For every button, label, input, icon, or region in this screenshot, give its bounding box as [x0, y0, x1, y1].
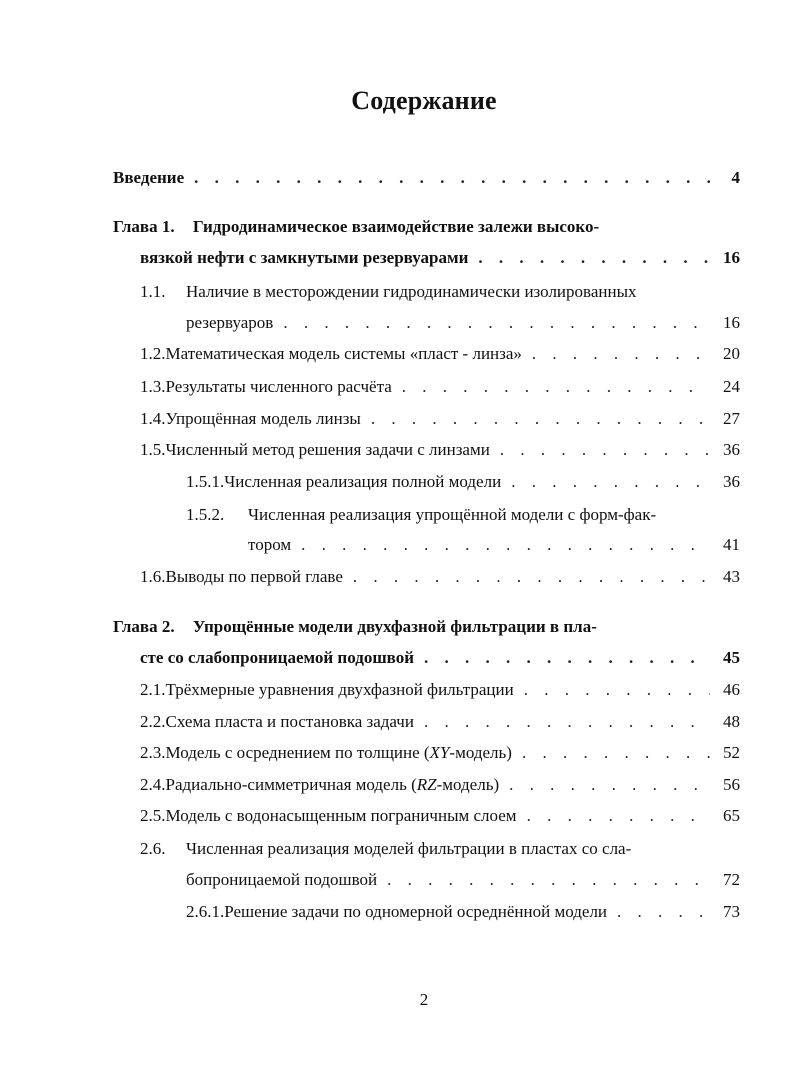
section-title: Модель с водонасыщенным пограничным слоем — [165, 806, 517, 825]
toc-page-number: 73 — [723, 902, 740, 921]
section-number: 2.6.1. — [186, 902, 225, 921]
section-title-line-1: Наличие в месторождении гидродинамически изолированных — [186, 282, 637, 301]
dot-leader — [424, 648, 710, 668]
toc-entry-2-5 — [140, 806, 740, 830]
section-number: 1.5.2. — [186, 505, 225, 524]
toc-page-number: 27 — [723, 409, 740, 428]
dot-leader — [194, 168, 710, 188]
section-title-line-2: тором — [248, 535, 292, 554]
chapter-number: Глава 1. — [113, 217, 175, 236]
math-rz: RZ — [416, 775, 437, 794]
toc-page-number: 20 — [723, 344, 740, 363]
dot-leader — [500, 440, 710, 460]
toc-page-number: 16 — [723, 313, 740, 332]
toc-entry-2-3 — [140, 743, 740, 767]
toc-entry-label: Введение — [113, 168, 185, 187]
section-number: 2.6. — [140, 839, 166, 858]
section-title: Выводы по первой главе — [165, 567, 343, 586]
toc-page-number: 43 — [723, 567, 740, 586]
section-title: Численная реализация полной модели — [224, 472, 502, 491]
section-number: 1.4. — [140, 409, 166, 428]
toc-page-number: 46 — [723, 680, 740, 699]
toc-page-number: 45 — [723, 648, 740, 667]
toc-page-number: 36 — [723, 440, 740, 459]
dot-leader — [283, 313, 710, 333]
chapter-title-line-2: сте со слабопроницаемой подошвой — [140, 648, 415, 667]
section-title-line-2: бопроницаемой подошвой — [186, 870, 378, 889]
toc-entry-2-6 — [140, 839, 632, 863]
dot-leader — [527, 806, 710, 826]
toc-entry-1-5-2 — [186, 505, 657, 529]
section-title: Радиально-симметричная модель (RZ-модель) — [165, 775, 500, 794]
toc-entry-1-5-1 — [186, 472, 740, 496]
section-title-line-1: Численная реализация моделей фильтрации в пластах со сла- — [186, 839, 632, 858]
dot-leader — [511, 472, 710, 492]
toc-entry-2-6-1 — [186, 902, 740, 926]
dot-leader — [424, 712, 710, 732]
section-number: 1.6. — [140, 567, 166, 586]
section-title: Математическая модель системы «пласт - линза» — [165, 344, 522, 363]
toc-page-number: 16 — [723, 248, 740, 267]
dot-leader — [353, 567, 710, 587]
toc-page-number: 72 — [723, 870, 740, 889]
toc-entry-1-5 — [140, 440, 740, 464]
toc-page-number: 48 — [723, 712, 740, 731]
section-number: 2.4. — [140, 775, 166, 794]
chapter-1-title-end — [140, 248, 740, 272]
section-number: 2.5. — [140, 806, 166, 825]
toc-page-number: 4 — [731, 168, 740, 187]
dot-leader — [509, 775, 710, 795]
page-number: 2 — [419, 990, 429, 1009]
dot-leader — [301, 535, 710, 555]
toc-entry-1-6 — [140, 567, 740, 591]
dot-leader — [522, 743, 710, 763]
toc-entry-intro — [113, 168, 740, 192]
toc-entry-2-1 — [140, 680, 740, 704]
dot-leader — [387, 870, 710, 890]
chapter-title-line-2: вязкой нефти с замкнутыми резервуарами — [140, 248, 469, 267]
dot-leader — [617, 902, 710, 922]
chapter-title-line-1: Упрощённые модели двухфазной фильтрации в пла- — [192, 617, 597, 636]
section-title-line-2: резервуаров — [186, 313, 274, 332]
toc-entry-2-4 — [140, 775, 740, 799]
section-number: 1.2. — [140, 344, 166, 363]
section-number: 1.1. — [140, 282, 166, 301]
chapter-2-title-end — [140, 648, 740, 672]
section-title: Результаты численного расчёта — [165, 377, 392, 396]
toc-entry-2-6-end — [186, 870, 740, 894]
section-number: 1.5. — [140, 440, 166, 459]
dot-leader — [402, 377, 710, 397]
section-title-line-1: Численная реализация упрощённой модели с форм-фак- — [248, 505, 657, 524]
section-title: Упрощённая модель линзы — [165, 409, 361, 428]
toc-entry-2-2 — [140, 712, 740, 736]
toc-entry-1-3 — [140, 377, 740, 401]
dot-leader — [532, 344, 710, 364]
toc-entry-1-1-end — [186, 313, 740, 337]
dot-leader — [524, 680, 710, 700]
page-title: Содержание — [351, 86, 497, 115]
toc-entry-1-1 — [140, 282, 637, 306]
dot-leader — [478, 248, 710, 268]
section-title: Трёхмерные уравнения двухфазной фильтрации — [165, 680, 514, 699]
section-title: Численный метод решения задачи с линзами — [165, 440, 490, 459]
toc-page-number: 52 — [723, 743, 740, 762]
chapter-1-heading — [113, 217, 599, 241]
section-number: 2.3. — [140, 743, 166, 762]
toc-page-number: 36 — [723, 472, 740, 491]
toc-page-number: 41 — [723, 535, 740, 554]
chapter-2-heading — [113, 617, 597, 641]
dot-leader — [371, 409, 710, 429]
section-number: 1.5.1. — [186, 472, 225, 491]
chapter-number: Глава 2. — [113, 617, 175, 636]
toc-entry-1-5-2-end — [248, 535, 740, 559]
toc-page-number: 56 — [723, 775, 740, 794]
math-xy: XY — [429, 743, 450, 762]
section-number: 1.3. — [140, 377, 166, 396]
section-number: 2.2. — [140, 712, 166, 731]
section-title: Решение задачи по одномерной осреднённой модели — [224, 902, 608, 921]
section-title: Схема пласта и постановка задачи — [165, 712, 414, 731]
chapter-title-line-1: Гидродинамическое взаимодействие залежи высоко- — [192, 217, 600, 236]
toc-entry-1-4 — [140, 409, 740, 433]
section-number: 2.1. — [140, 680, 166, 699]
toc-page-number: 24 — [723, 377, 740, 396]
section-title: Модель с осреднением по толщине (XY-модель) — [165, 743, 512, 762]
toc-page-number: 65 — [723, 806, 740, 825]
toc-entry-1-2 — [140, 344, 740, 368]
